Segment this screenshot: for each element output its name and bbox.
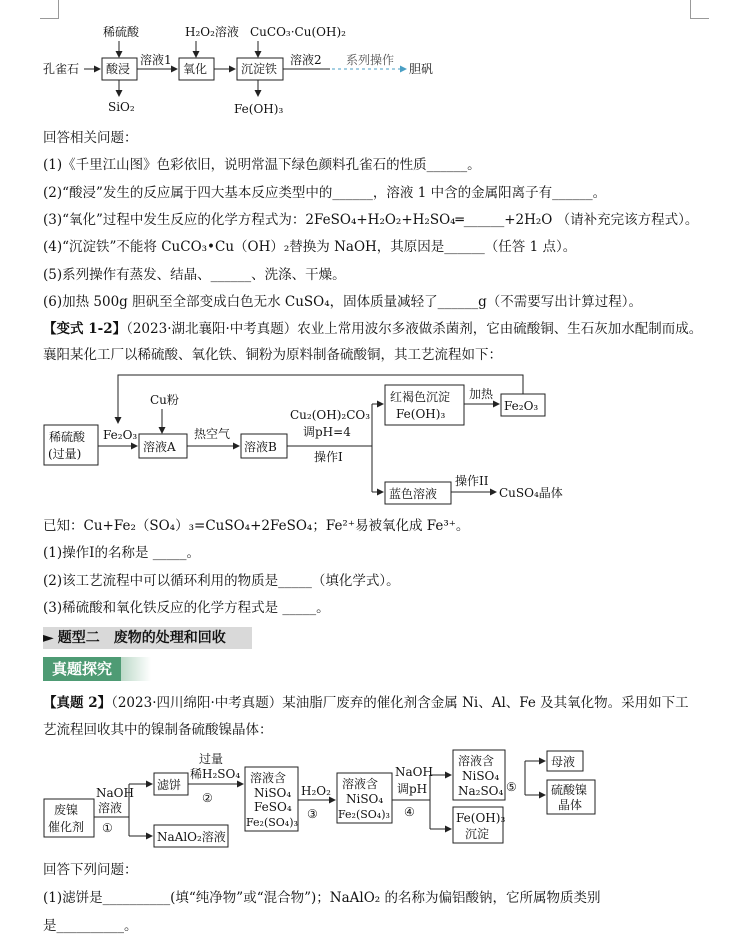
real-exam-badge: 真题探究 [43, 657, 121, 681]
real-line1 [43, 693, 689, 713]
flowchart-nickel-recovery [0, 745, 729, 850]
flow3-naoh1-l2: 溶液 [98, 801, 123, 815]
flow1-sol2: 溶液2 [290, 53, 322, 67]
q1-item-4: (4)“沉淀铁”不能将 CuCO₃•Cu（OH）₂替换为 NaOH，其原因是______（任答 1 点）。 [43, 239, 577, 255]
flow3-feoh-l1: Fe(OH)₃ [456, 811, 506, 825]
flow3-naoh2-l2: 调pH [397, 782, 428, 796]
q1-intro: 回答相关问题： [43, 130, 138, 146]
real-tag: 【真题 2】 [43, 695, 112, 711]
flow1-box3-label: 沉淀铁 [241, 62, 278, 76]
q1-item-3: (3)“氧化”过程中发生反应的化学方程式为：2FeSO₄+H₂O₂+H₂SO₄═______+2H₂O （请补充完该方程式）。 [43, 212, 699, 228]
flow1-input: 孔雀石 [43, 62, 80, 76]
flow1-box2-label: 氧化 [183, 62, 208, 76]
variant-text1: （2023·湖北襄阳·中考真题）农业上常用波尔多液做杀菌剂，它由硫酸铜、生石灰加水配制而成。 [126, 321, 703, 337]
q2-item-1: (1)操作I的名称是 _____。 [43, 545, 200, 561]
flow2-fe2o3-in: Fe₂O₃ [103, 428, 138, 442]
flow3-s1-l1: 溶液含 [250, 771, 287, 785]
flow3-c2: ② [202, 791, 213, 805]
flow1-cuco3: CuCO₃·Cu(OH)₂ [250, 25, 346, 39]
flow2-op2: 操作II [455, 474, 489, 488]
flow3-naalo2: NaAlO₂溶液 [157, 830, 226, 844]
flow2-crystal: CuSO₄晶体 [499, 486, 563, 500]
flow2-op1: 操作I [314, 450, 343, 464]
flow3-h2so4: 稀H₂SO₄ [190, 767, 241, 781]
flow2-ppt-l1: 红褐色沉淀 [390, 390, 451, 404]
flow3-nickel-l1: 硫酸镍 [551, 783, 588, 797]
q2-item-2: (2)该工艺流程中可以循环利用的物质是_____（填化学式）。 [43, 573, 400, 589]
q2-known: 已知：Cu+Fe₂（SO₄）₃=CuSO₄+2FeSO₄；Fe²⁺易被氧化成 Fe³⁺。 [43, 518, 470, 534]
flow2-solB: 溶液B [244, 440, 277, 454]
flow2-cu: Cu粉 [150, 393, 179, 407]
flow3-s1-l3: FeSO₄ [254, 800, 292, 814]
variant-line2: 襄阳某化工厂以稀硫酸、氧化铁、铜粉为原料制备硫酸铜，其工艺流程如下： [43, 347, 502, 363]
flow3-s2-l1: 溶液含 [342, 777, 379, 791]
flow3-s3-l3: Na₂SO₄ [458, 784, 504, 798]
flow2-air: 热空气 [194, 427, 231, 441]
flow3-naoh2-l1: NaOH [395, 765, 433, 779]
flow1-sio2: SiO₂ [108, 100, 135, 114]
flow2-reagent-l1: Cu₂(OH)₂CO₃ [290, 408, 371, 422]
flow3-s1-l2: NiSO₄ [254, 786, 292, 800]
flow2-start-l2: (过量) [48, 447, 82, 461]
flow3-h2o2: H₂O₂ [301, 784, 331, 798]
real-line2: 艺流程回收其中的镍制备硫酸镍晶体： [43, 722, 273, 738]
flow3-s1-l4: Fe₂(SO₄)₃ [246, 816, 298, 829]
section-heading [43, 627, 252, 649]
q1-item-6: (6)加热 500g 胆矾至全部变成白色无水 CuSO₄，固体质量减轻了______g（不需要写出计算过程）。 [43, 294, 643, 310]
flow3-s2-l3: Fe₂(SO₄)₃ [338, 808, 390, 821]
flow1-h2o2: H₂O₂溶液 [185, 25, 239, 39]
flow1-ops: 系列操作 [346, 53, 395, 67]
flowchart-copper-sulfate [0, 370, 729, 510]
flow3-s3-l2: NiSO₄ [462, 769, 500, 783]
flow1-product: 胆矾 [409, 62, 434, 76]
flow3-mother: 母液 [551, 755, 576, 769]
flow3-naoh1-l1: NaOH [96, 786, 134, 800]
variant-line1 [43, 319, 702, 339]
section-title: 题型二 废物的处理和回收 [57, 630, 226, 646]
flow3-s2-l2: NiSO₄ [346, 792, 384, 806]
flow3-s3-l1: 溶液含 [458, 754, 495, 768]
q1-item-1: (1)《千里江山图》色彩依旧，说明常温下绿色颜料孔雀石的性质______。 [43, 157, 481, 173]
flow3-start-l2: 催化剂 [48, 820, 85, 834]
q3-item-1: (1)滤饼是__________(填“纯净物”或“混合物”)；NaAlO₂ 的名称为偏铝酸钠，它所属物质类别 [43, 890, 601, 906]
flow3-c4: ④ [404, 805, 415, 819]
flow3-start-l1: 废镍 [54, 803, 79, 817]
q3-intro: 回答下列问题： [43, 862, 138, 878]
flow3-feoh-l2: 沉淀 [465, 827, 490, 841]
real-text1: （2023·四川绵阳·中考真题）某油脂厂废弃的催化剂含金属 Ni、Al、Fe 及其氧化物。采用如下工 [111, 695, 689, 711]
variant-tag: 【变式 1-2】 [43, 321, 127, 337]
flow2-blue: 蓝色溶液 [389, 487, 438, 501]
flow3-nickel-l2: 晶体 [558, 798, 583, 812]
flow3-cake: 滤饼 [157, 778, 182, 792]
flow2-heat: 加热 [469, 387, 494, 401]
flow3-c5: ⑤ [506, 780, 517, 794]
flow2-start-l1: 稀硫酸 [49, 430, 86, 444]
flow2-reagent-l2: 调pH=4 [303, 425, 351, 439]
q3-item-1b: 是__________。 [43, 918, 138, 934]
flow3-c1: ① [102, 821, 113, 835]
badge-fade [121, 657, 151, 681]
q1-item-5: (5)系列操作有蒸发、结晶、______、洗涤、干燥。 [43, 267, 346, 283]
q1-item-2: (2)“酸浸”发生的反应属于四大基本反应类型中的______，溶液 1 中含的金属阳离子有______。 [43, 185, 607, 201]
flow1-box1-label: 酸浸 [106, 62, 131, 76]
q2-item-3: (3)稀硫酸和氧化铁反应的化学方程式是 _____。 [43, 600, 330, 616]
flowchart-malachite [0, 10, 729, 125]
flow2-fe2o3-out: Fe₂O₃ [504, 399, 539, 413]
flow2-solA: 溶液A [143, 440, 176, 454]
flow3-c3: ③ [307, 807, 318, 821]
triangle-marker-icon: ► [43, 630, 54, 646]
flow2-ppt-l2: Fe(OH)₃ [396, 407, 446, 421]
flow1-feoh3: Fe(OH)₃ [234, 102, 284, 116]
flow1-acid: 稀硫酸 [103, 25, 140, 39]
flow3-excess: 过量 [199, 752, 224, 766]
flow1-sol1: 溶液1 [140, 53, 172, 67]
